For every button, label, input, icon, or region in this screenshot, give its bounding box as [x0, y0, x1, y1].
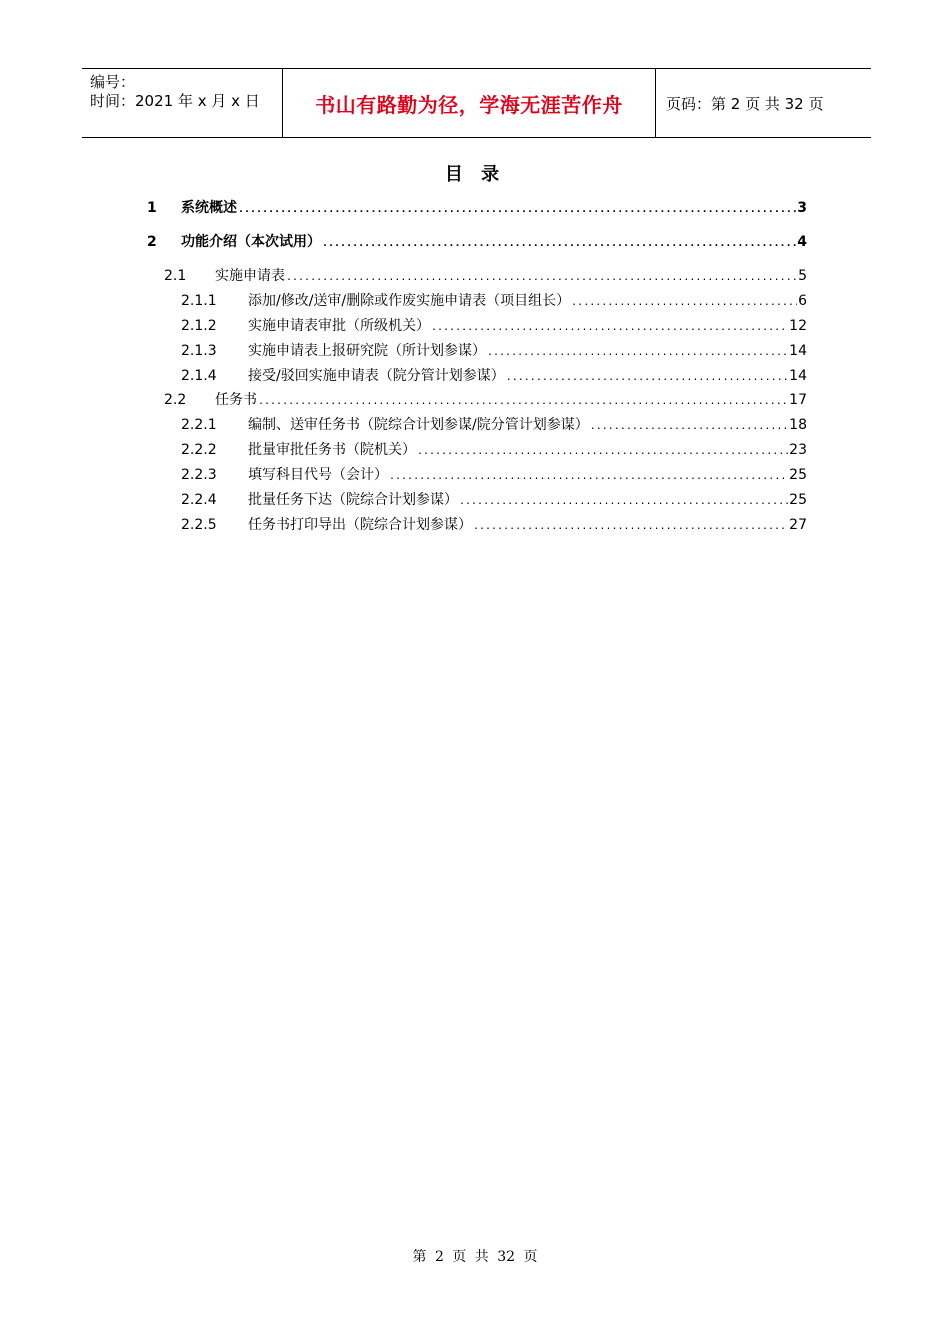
toc-entry-label: 实施申请表上报研究院（所计划参谋）: [248, 343, 486, 359]
toc-entry-number: 2.1: [164, 268, 187, 284]
toc-entry-page: 5: [798, 268, 807, 284]
toc-entry[interactable]: [181, 464, 807, 484]
toc-entry[interactable]: [147, 197, 807, 217]
toc-entry-number: 2.2.3: [181, 467, 217, 483]
toc-entry-label: 编制、送审任务书（院综合计划参谋/院分管计划参谋）: [248, 417, 589, 433]
toc-dot-leader: [417, 446, 788, 457]
toc-entry[interactable]: [181, 290, 807, 310]
toc-entry-number: 2.1.2: [181, 318, 217, 334]
toc-entry-label: 批量审批任务书（院机关）: [248, 442, 416, 458]
toc-entry-page: 12: [789, 318, 807, 334]
toc-entry-page: 14: [789, 343, 807, 359]
toc-entry-number: 2.1.1: [181, 293, 217, 309]
toc-entry-number: 2.1.3: [181, 343, 217, 359]
toc-entry-label: 接受/驳回实施申请表（院分管计划参谋）: [248, 368, 505, 384]
toc-entry-label: 批量任务下达（院综合计划参谋）: [248, 492, 458, 508]
toc-entry-number: 2: [147, 234, 157, 250]
toc-entry-number: 2.2: [164, 392, 187, 408]
toc-entry-page: 17: [789, 392, 807, 408]
toc-title: 目 录: [444, 164, 506, 185]
toc-dot-leader: [238, 204, 796, 215]
document-date-label: 时间：2021 年 x 月 x 日: [90, 92, 260, 110]
header-page-info: 页码：第 2 页 共 32 页: [666, 94, 824, 113]
toc-dot-leader: [473, 521, 788, 532]
toc-entry[interactable]: [181, 514, 807, 534]
toc-entry-page: 14: [789, 368, 807, 384]
toc-entry-label: 任务书打印导出（院综合计划参谋）: [248, 517, 472, 533]
toc-entry-label: 系统概述: [181, 200, 237, 216]
toc-entry-number: 2.2.5: [181, 517, 217, 533]
page-footer: 第 2 页 共 32 页: [412, 1249, 538, 1265]
toc-entry-page: 27: [789, 517, 807, 533]
toc-dot-leader: [389, 471, 788, 482]
toc-entry[interactable]: [181, 414, 807, 434]
toc-entry[interactable]: [147, 231, 807, 251]
document-number-label: 编号：: [90, 73, 136, 91]
toc-entry-label: 实施申请表审批（所级机关）: [248, 318, 430, 334]
toc-entry-number: 2.2.4: [181, 492, 217, 508]
toc-entry[interactable]: [181, 365, 807, 385]
document-header: [82, 68, 871, 138]
toc-entry[interactable]: [181, 340, 807, 360]
toc-entry-page: 18: [789, 417, 807, 433]
toc-entry-label: 功能介绍（本次试用）: [181, 234, 321, 250]
header-motto-cell: [283, 69, 656, 137]
toc-entry-page: 6: [798, 293, 807, 309]
toc-entry-number: 2.2.1: [181, 417, 217, 433]
header-meta-cell: [82, 69, 283, 137]
toc-dot-leader: [590, 421, 788, 432]
toc-dot-leader: [258, 396, 788, 407]
toc-entry-label: 实施申请表: [215, 268, 285, 284]
toc-entry[interactable]: [164, 389, 807, 409]
header-motto: 书山有路勤为径，学海无涯苦作舟: [315, 92, 623, 117]
toc-entry[interactable]: [181, 489, 807, 509]
toc-entry-page: 25: [789, 492, 807, 508]
toc-entry[interactable]: [181, 315, 807, 335]
toc-dot-leader: [431, 322, 788, 333]
toc-dot-leader: [506, 372, 788, 383]
toc-entry-page: 25: [789, 467, 807, 483]
toc-entry-page: 4: [797, 234, 807, 250]
toc-dot-leader: [487, 347, 788, 358]
toc-entry-page: 23: [789, 442, 807, 458]
toc-entry-number: 2.2.2: [181, 442, 217, 458]
toc-dot-leader: [459, 496, 788, 507]
header-page-cell: [656, 69, 871, 137]
toc-dot-leader: [571, 297, 797, 308]
toc-entry-page: 3: [797, 200, 807, 216]
toc-entry-label: 添加/修改/送审/删除或作废实施申请表（项目组长）: [248, 293, 571, 309]
toc-entry-number: 2.1.4: [181, 368, 217, 384]
toc-entry-label: 任务书: [215, 392, 257, 408]
toc-dot-leader: [322, 238, 796, 249]
toc-entry-label: 填写科目代号（会计）: [248, 467, 388, 483]
toc-entry[interactable]: [164, 265, 807, 285]
toc-entry-number: 1: [147, 200, 157, 216]
toc-entry[interactable]: [181, 439, 807, 459]
toc-dot-leader: [286, 272, 797, 283]
